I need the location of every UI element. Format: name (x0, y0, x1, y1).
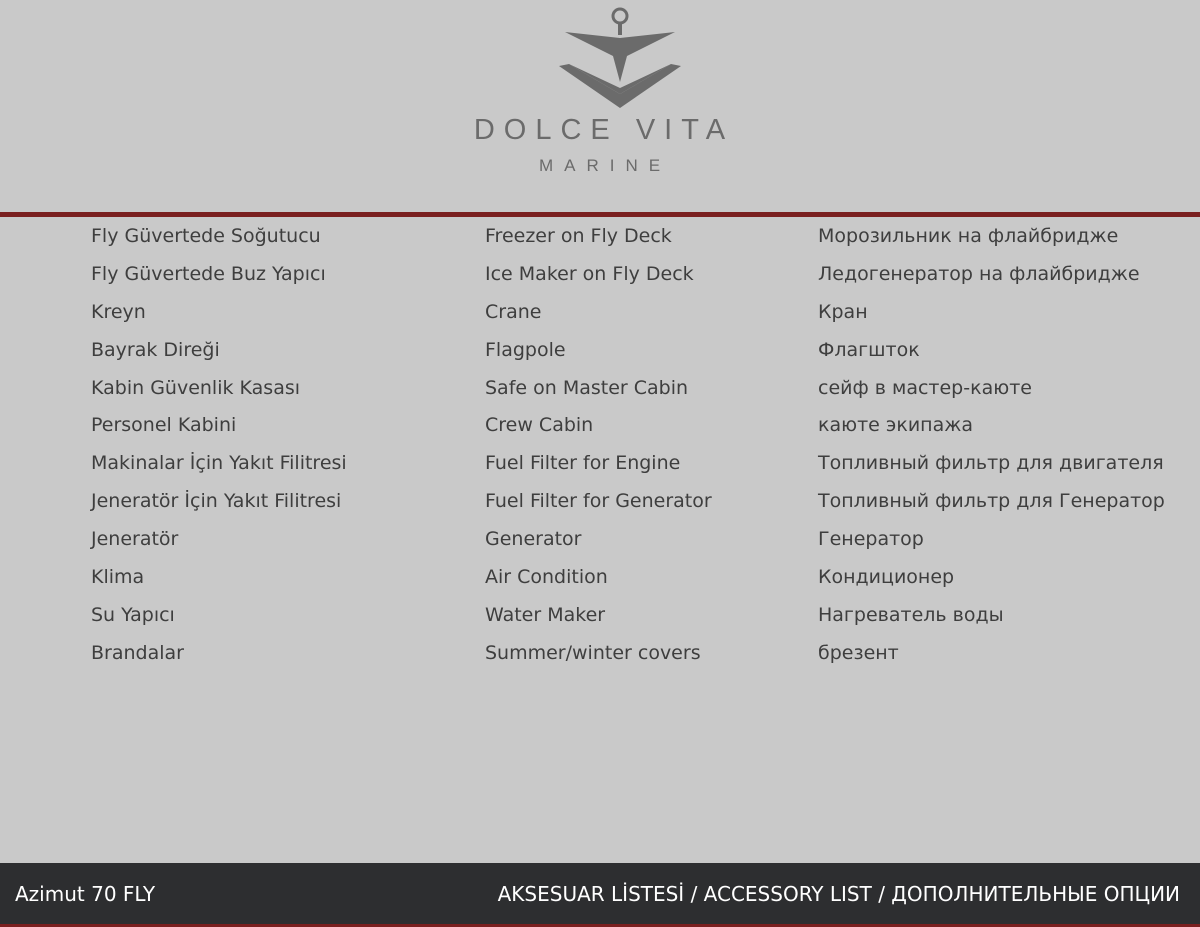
list-item (0, 639, 1200, 677)
list-item (0, 336, 1200, 374)
item-russian: Ледогенератор на флайбридже (818, 262, 1140, 285)
item-turkish: Kreyn (91, 300, 146, 323)
list-item (0, 563, 1200, 601)
item-russian: Нагреватель воды (818, 603, 1004, 626)
item-english: Summer/winter covers (485, 641, 701, 664)
brand-subtitle: MARINE (538, 156, 672, 175)
item-english: Flagpole (485, 338, 566, 361)
item-russian: Кран (818, 300, 868, 323)
item-turkish: Su Yapıcı (91, 603, 175, 626)
page-header (0, 0, 1200, 212)
item-turkish: Fly Güvertede Soğutucu (91, 225, 321, 247)
item-turkish: Jeneratör İçin Yakıt Filitresi (91, 490, 342, 513)
list-item (0, 298, 1200, 336)
list-item (0, 374, 1200, 412)
list-item (0, 449, 1200, 487)
item-english: Air Condition (485, 566, 608, 589)
item-turkish: Kabin Güvenlik Kasası (91, 376, 301, 399)
item-english: Generator (485, 528, 582, 551)
list-item (0, 487, 1200, 525)
list-item (0, 411, 1200, 449)
item-russian: Флагшток (818, 338, 920, 361)
item-russian: сейф в мастер-каюте (818, 376, 1032, 399)
item-turkish: Brandalar (91, 641, 184, 664)
item-english: Crew Cabin (485, 414, 594, 437)
model-name: Azimut 70 FLY (15, 882, 156, 906)
item-turkish: Fly Güvertede Buz Yapıcı (91, 262, 326, 285)
item-russian: Морозильник на флайбридже (818, 225, 1119, 247)
item-turkish: Klima (91, 566, 145, 589)
list-item (0, 260, 1200, 298)
anchor-wings-logo-icon (555, 4, 685, 114)
item-english: Crane (485, 300, 542, 323)
accessory-list (0, 222, 1200, 677)
item-english: Freezer on Fly Deck (485, 225, 672, 247)
item-turkish: Personel Kabini (91, 414, 237, 437)
item-russian: каюте экипажа (818, 414, 973, 437)
list-item (0, 601, 1200, 639)
item-russian: брезент (818, 641, 899, 664)
item-english: Fuel Filter for Engine (485, 452, 681, 475)
list-item (0, 525, 1200, 563)
item-russian: Генератор (818, 528, 924, 551)
item-russian: Кондиционер (818, 566, 955, 589)
item-english: Fuel Filter for Generator (485, 490, 712, 513)
item-russian: Топливный фильтр для двигателя (818, 452, 1164, 475)
item-turkish: Jeneratör (91, 528, 179, 551)
brand-title: DOLCE VITA (473, 114, 735, 146)
item-russian: Топливный фильтр для Генератор (818, 490, 1165, 513)
item-turkish: Makinalar İçin Yakıt Filitresi (91, 452, 347, 475)
item-english: Water Maker (485, 603, 606, 626)
item-english: Ice Maker on Fly Deck (485, 262, 694, 285)
item-turkish: Bayrak Direği (91, 338, 220, 361)
item-english: Safe on Master Cabin (485, 376, 689, 399)
header-divider (0, 212, 1200, 217)
page-footer (0, 863, 1200, 924)
list-item (0, 222, 1200, 260)
section-title: AKSESUAR LİSTESİ / ACCESSORY LIST / ДОПОЛНИТЕЛЬНЫЕ ОПЦИИ (497, 882, 1180, 906)
